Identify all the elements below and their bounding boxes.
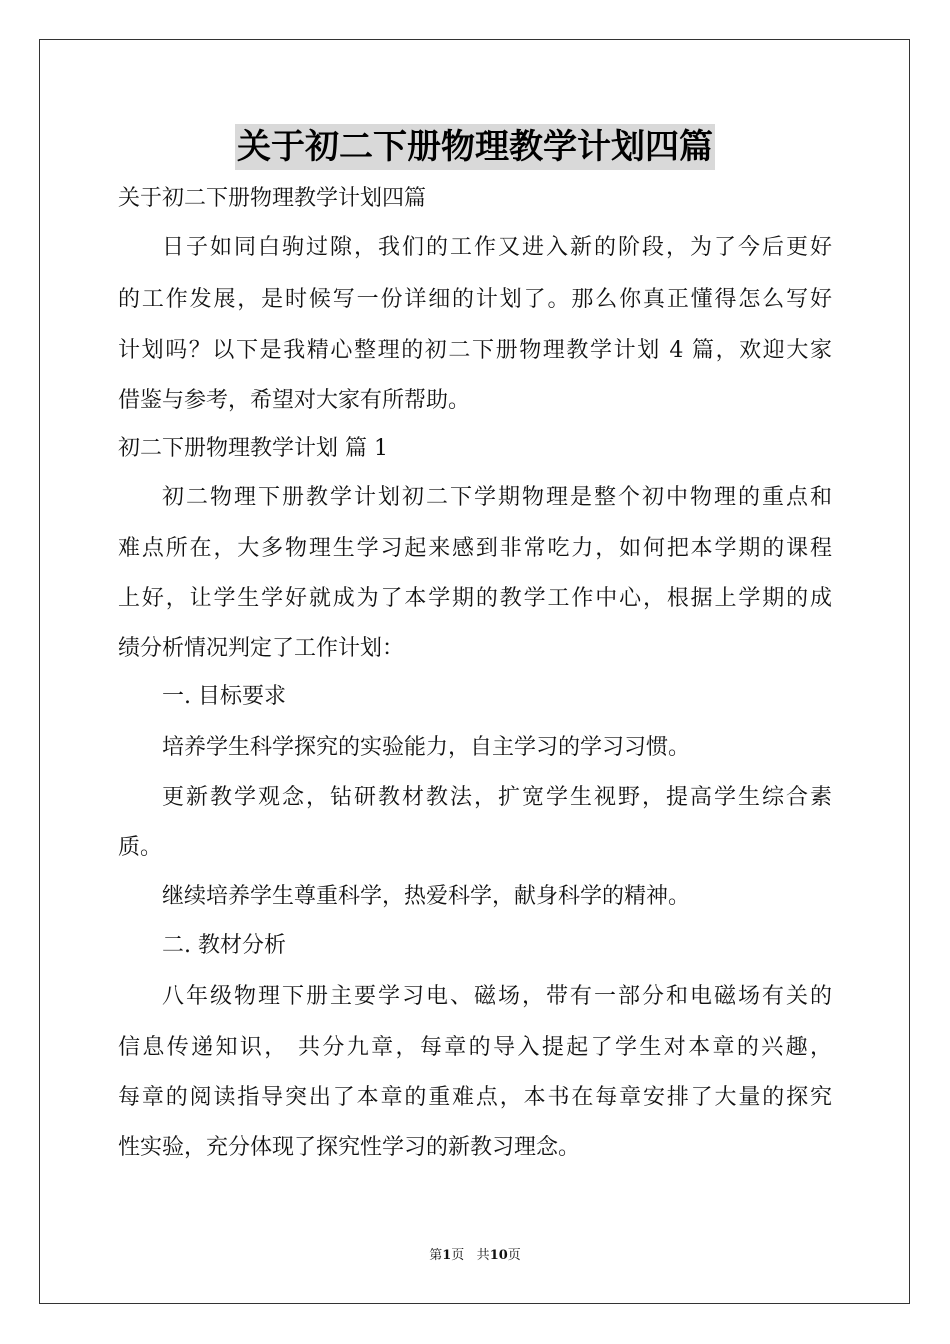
section-heading: 初二下册物理教学计划 篇 1: [118, 436, 388, 461]
analysis-line: 八年级物理下册主要学习电、磁场，带有一部分和电磁场有关的: [162, 984, 832, 1009]
goal-item-continued: 质。: [118, 835, 163, 860]
goal-item: 培养学生科学探究的实验能力，自主学习的学习习惯。: [162, 735, 691, 760]
footer-total-number: 10: [489, 1248, 508, 1263]
analysis-heading: 二. 教材分析: [162, 933, 286, 958]
goals-heading: 一. 目标要求: [162, 684, 286, 709]
analysis-line: 每章的阅读指导突出了本章的重难点，本书在每章安排了大量的探究: [118, 1085, 832, 1110]
intro-line: 计划吗？以下是我精心整理的初二下册物理教学计划 4 篇，欢迎大家: [118, 338, 832, 363]
title-area: [0, 124, 950, 170]
section1-line: 绩分析情况判定了工作计划：: [118, 636, 405, 661]
footer-page-suffix: 页: [451, 1248, 465, 1263]
section1-line: 难点所在，大多物理生学习起来感到非常吃力，如何把本学期的课程: [118, 536, 832, 561]
document-title: 关于初二下册物理教学计划四篇: [235, 124, 715, 170]
page-footer: [0, 1244, 950, 1263]
goal-item: 更新教学观念，钻研教材教法，扩宽学生视野，提高学生综合素: [162, 785, 832, 810]
goal-item: 继续培养学生尊重科学，热爱科学，献身科学的精神。: [162, 884, 691, 909]
section1-line: 上好，让学生学好就成为了本学期的教学工作中心，根据上学期的成: [118, 586, 832, 611]
footer-page-number: 1: [442, 1248, 452, 1263]
analysis-line: 信息传递知识， 共分九章，每章的导入提起了学生对本章的兴趣，: [118, 1035, 832, 1060]
footer-total-prefix: 共: [476, 1248, 490, 1263]
section1-line: 初二物理下册教学计划初二下学期物理是整个初中物理的重点和: [162, 485, 832, 510]
intro-line: 日子如同白驹过隙，我们的工作又进入新的阶段，为了今后更好: [162, 235, 832, 260]
footer-total-suffix: 页: [507, 1248, 521, 1263]
analysis-line: 性实验，充分体现了探究性学习的新教习理念。: [118, 1135, 581, 1160]
intro-line: 借鉴与参考，希望对大家有所帮助。: [118, 388, 471, 413]
page-border: [39, 39, 910, 1304]
subtitle: 关于初二下册物理教学计划四篇: [118, 186, 427, 211]
intro-line: 的工作发展，是时候写一份详细的计划了。那么你真正懂得怎么写好: [118, 287, 832, 312]
footer-page-prefix: 第: [429, 1248, 443, 1263]
